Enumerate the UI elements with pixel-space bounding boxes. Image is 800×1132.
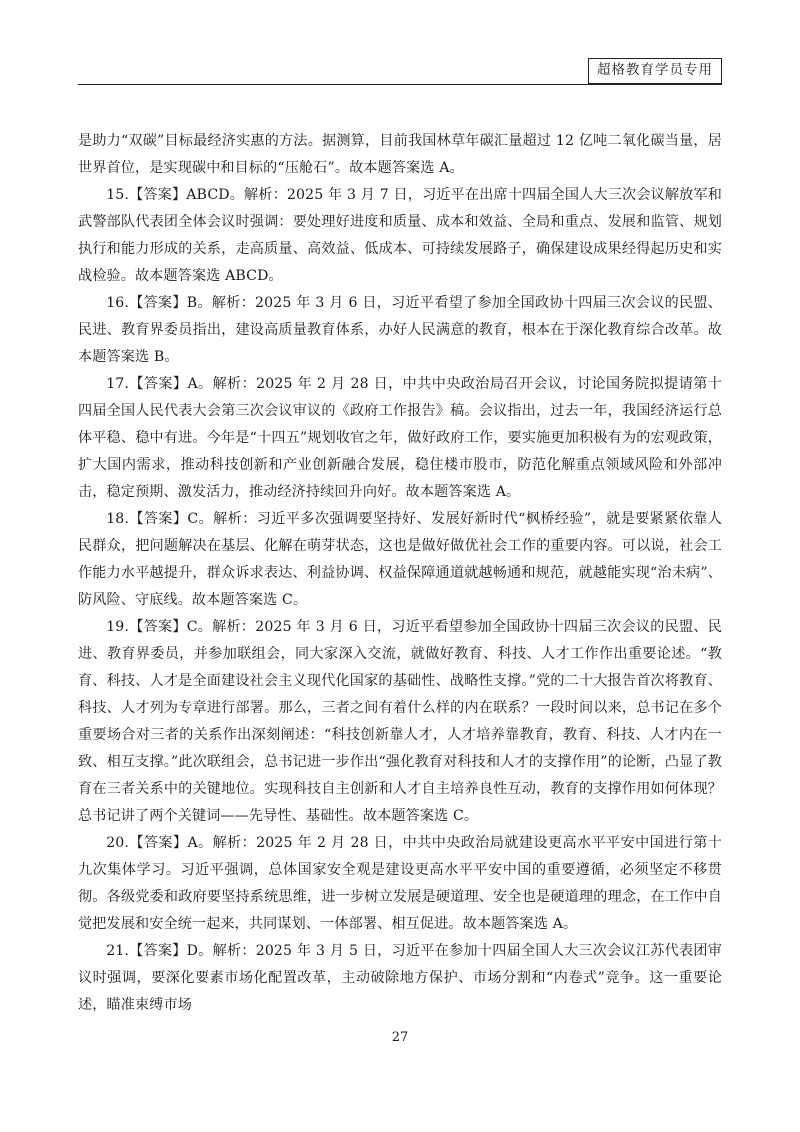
answer-19: 19.【答案】C。解析：2025 年 3 月 6 日，习近平看望参加全国政协十四届三次会议的民盟、民进、教育界委员，并参加联组会，同大家深入交流，就做好教育、科技、人才工作作出重要论述。“教育、科技、人才是全面建设社会主义现代化国家的基础性、战略性支撑。”党的二十大报告首次将教育、科技、人才列为专章进行部署。那么，三者之间有着什么样的内在联系？一段时间以来，总书记在多个重要场合对三者的关系作出深刻阐述：“科技创新靠人才，人才培养靠教育，教育、科技、人才内在一致、相互支撑。”此次联组会，总书记进一步作出“强化教育对科技和人才的支撑作用”的论断，凸显了教育在三者关系中的关键地位。实现科技自主创新和人才自主培养良性互动，教育的支撑作用如何体现？总书记讲了两个关键词——先导性、基础性。故本题答案选 C。 [78, 619, 722, 824]
header-badge: 超格教育学员专用 [588, 58, 722, 84]
answer-20: 20.【答案】A。解析：2025 年 2 月 28 日，中共中央政治局就建设更高水平平安中国进行第十九次集体学习。习近平强调，总体国家安全观是建设更高水平平安中国的重要遵循，必须坚定不移贯彻。各级党委和政府要坚持系统思维，进一步树立发展是硬道理、安全也是硬道理的理念，在工作中自觉把发展和安全统一起来，共同谋划、一体部署、相互促进。故本题答案选 A。 [78, 835, 722, 932]
answer-15: 15.【答案】ABCD。解析：2025 年 3 月 7 日，习近平在出席十四届全国人大三次会议解放军和武警部队代表团全体会议时强调：要处理好进度和质量、成本和效益、全局和重点、发展和监管、规划执行和能力形成的关系，走高质量、高效益、低成本、可持续发展路子，确保建设成果经得起历史和实战检验。故本题答案选 ABCD。 [78, 187, 722, 284]
answer-16: 16.【答案】B。解析：2025 年 3 月 6 日，习近平看望了参加全国政协十四届三次会议的民盟、民进、教育界委员指出，建设高质量教育体系，办好人民满意的教育，根本在于深化教育综合改革。故本题答案选 B。 [78, 295, 722, 365]
header-rule [78, 84, 722, 85]
answer-explanations [78, 128, 722, 1019]
paragraph-continuation: 是助力“双碳”目标最经济实惠的方法。据测算，目前我国林草年碳汇量超过 12 亿吨二氧化碳当量，居世界首位，是实现碳中和目标的“压舱石”。故本题答案选 A。 [78, 133, 722, 176]
page-number: 27 [391, 1030, 409, 1045]
answer-18: 18.【答案】C。解析：习近平多次强调要坚持好、发展好新时代“枫桥经验”，就是要紧紧依靠人民群众，把问题解决在基层、化解在萌芽状态，这也是做好做优社会工作的重要内容。可以说，社会工作能力水平越提升，群众诉求表达、利益协调、权益保障通道就越畅通和规范，就越能实现“治未病”、防风险、守底线。故本题答案选 C。 [78, 511, 722, 608]
answer-21: 21.【答案】D。解析：2025 年 3 月 5 日，习近平在参加十四届全国人大三次会议江苏代表团审议时强调，要深化要素市场化配置改革，主动破除地方保护、市场分割和“内卷式”竞争。这一重要论述，瞄准束缚市场 [78, 943, 722, 1013]
answer-17: 17.【答案】A。解析：2025 年 2 月 28 日，中共中央政治局召开会议，讨论国务院拟提请第十四届全国人民代表大会第三次会议审议的《政府工作报告》稿。会议指出，过去一年，我国经济运行总体平稳、稳中有进。今年是“十四五”规划收官之年，做好政府工作，要实施更加积极有为的宏观政策，扩大国内需求，推动科技创新和产业创新融合发展，稳住楼市股市，防范化解重点领域风险和外部冲击，稳定预期、激发活力，推动经济持续回升向好。故本题答案选 A。 [78, 376, 722, 500]
